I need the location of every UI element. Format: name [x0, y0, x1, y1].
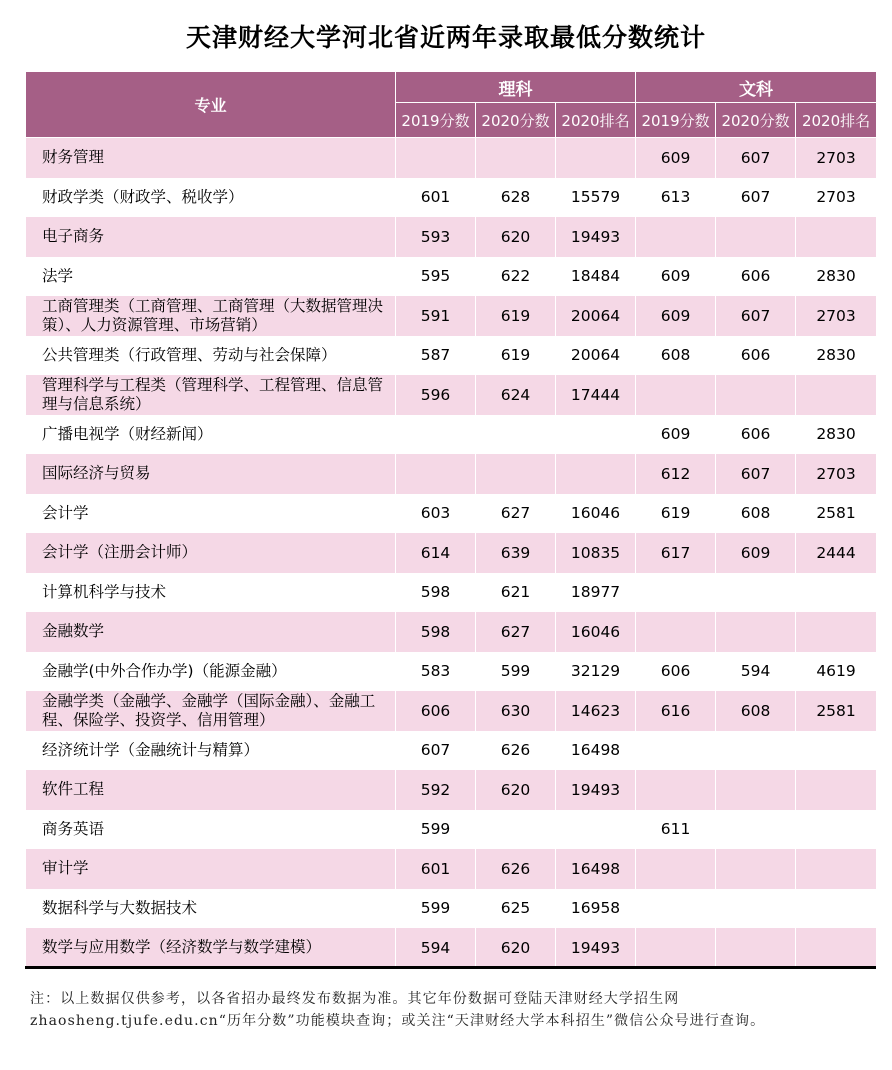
arts-2019-score-cell: [636, 849, 716, 889]
sci-2019-score-cell: 596: [396, 375, 476, 415]
table-row: [26, 889, 877, 929]
header-arts-2020-score: 2020分数: [716, 103, 796, 138]
arts-2020-rank-cell: [796, 810, 877, 850]
arts-2020-score-cell: 606: [716, 336, 796, 376]
major-name-cell: 数据科学与大数据技术: [26, 889, 396, 929]
table-row: [26, 533, 877, 573]
table-row: [26, 375, 877, 415]
arts-2020-rank-cell: [796, 928, 877, 968]
arts-2019-score-cell: 611: [636, 810, 716, 850]
arts-2020-rank-cell: 2581: [796, 691, 877, 731]
arts-2020-rank-cell: [796, 731, 877, 771]
arts-2020-score-cell: [716, 612, 796, 652]
table-row: [26, 770, 877, 810]
sci-2020-score-cell: 620: [476, 770, 556, 810]
arts-2020-score-cell: 606: [716, 415, 796, 455]
arts-2020-score-cell: [716, 928, 796, 968]
major-name-cell: 数学与应用数学（经济数学与数学建模）: [26, 928, 396, 968]
sci-2020-score-cell: 620: [476, 928, 556, 968]
sci-2019-score-cell: [396, 415, 476, 455]
sci-2020-rank-cell: 32129: [556, 652, 636, 692]
sci-2019-score-cell: 614: [396, 533, 476, 573]
arts-2020-score-cell: 606: [716, 257, 796, 297]
table-row: [26, 573, 877, 613]
score-table: [25, 71, 877, 968]
arts-2020-rank-cell: 2830: [796, 415, 877, 455]
header-major: 专业: [26, 72, 396, 138]
page-title: 天津财经大学河北省近两年录取最低分数统计: [185, 23, 706, 52]
sci-2020-rank-cell: [556, 454, 636, 494]
arts-2020-score-cell: 608: [716, 494, 796, 534]
sci-2020-rank-cell: 16498: [556, 731, 636, 771]
sci-2019-score-cell: 583: [396, 652, 476, 692]
major-name-cell: 金融学(中外合作办学)（能源金融）: [26, 652, 396, 692]
sci-2020-rank-cell: 16958: [556, 889, 636, 929]
header-sci-2020-score: 2020分数: [476, 103, 556, 138]
arts-2020-rank-cell: [796, 849, 877, 889]
major-name-cell: 国际经济与贸易: [26, 454, 396, 494]
major-name-cell: 财政学类（财政学、税收学）: [26, 178, 396, 218]
sci-2019-score-cell: 601: [396, 849, 476, 889]
arts-2019-score-cell: 612: [636, 454, 716, 494]
table-row: [26, 652, 877, 692]
arts-2020-rank-cell: 2444: [796, 533, 877, 573]
sci-2019-score-cell: 607: [396, 731, 476, 771]
sci-2020-rank-cell: [556, 415, 636, 455]
table-row: [26, 731, 877, 771]
arts-2020-rank-cell: [796, 889, 877, 929]
arts-2020-rank-cell: [796, 375, 877, 415]
arts-2020-rank-cell: [796, 217, 877, 257]
arts-2020-rank-cell: 2830: [796, 257, 877, 297]
arts-2019-score-cell: 619: [636, 494, 716, 534]
arts-2020-rank-cell: 2703: [796, 296, 877, 336]
sci-2019-score-cell: 598: [396, 612, 476, 652]
arts-2019-score-cell: 609: [636, 138, 716, 178]
arts-2020-score-cell: [716, 217, 796, 257]
major-name-cell: 管理科学与工程类（管理科学、工程管理、信息管理与信息系统）: [26, 375, 396, 415]
table-row: [26, 691, 877, 731]
table-row: [26, 612, 877, 652]
major-name-cell: 金融学类（金融学、金融学（国际金融）、金融工程、保险学、投资学、信用管理）: [26, 691, 396, 731]
sci-2020-rank-cell: 16498: [556, 849, 636, 889]
sci-2019-score-cell: 594: [396, 928, 476, 968]
sci-2019-score-cell: 601: [396, 178, 476, 218]
arts-2019-score-cell: 608: [636, 336, 716, 376]
footnote-line-2: zhaosheng.tjufe.edu.cn“历年分数”功能模块查询；或关注“天津财经大学本科招生”微信公众号进行查询。: [30, 1013, 766, 1029]
arts-2019-score-cell: [636, 889, 716, 929]
major-name-cell: 电子商务: [26, 217, 396, 257]
sci-2020-score-cell: 627: [476, 494, 556, 534]
header-sci-2020-rank: 2020排名: [556, 103, 636, 138]
arts-2020-score-cell: 594: [716, 652, 796, 692]
major-name-cell: 软件工程: [26, 770, 396, 810]
major-name-cell: 会计学（注册会计师）: [26, 533, 396, 573]
sci-2019-score-cell: [396, 454, 476, 494]
table-row: [26, 296, 877, 336]
sci-2019-score-cell: 599: [396, 810, 476, 850]
table-row: [26, 336, 877, 376]
sci-2020-rank-cell: 19493: [556, 928, 636, 968]
major-name-cell: 金融数学: [26, 612, 396, 652]
sci-2019-score-cell: 592: [396, 770, 476, 810]
arts-2019-score-cell: 616: [636, 691, 716, 731]
arts-2019-score-cell: [636, 217, 716, 257]
arts-2019-score-cell: 609: [636, 296, 716, 336]
sci-2020-score-cell: 626: [476, 731, 556, 771]
sci-2020-score-cell: [476, 415, 556, 455]
sci-2020-rank-cell: 10835: [556, 533, 636, 573]
major-name-cell: 工商管理类（工商管理、工商管理（大数据管理决策）、人力资源管理、市场营销）: [26, 296, 396, 336]
arts-2019-score-cell: [636, 612, 716, 652]
sci-2020-rank-cell: 14623: [556, 691, 636, 731]
arts-2020-score-cell: 609: [716, 533, 796, 573]
arts-2020-rank-cell: 4619: [796, 652, 877, 692]
major-name-cell: 经济统计学（金融统计与精算）: [26, 731, 396, 771]
major-name-cell: 财务管理: [26, 138, 396, 178]
arts-2020-score-cell: [716, 849, 796, 889]
sci-2020-score-cell: 622: [476, 257, 556, 297]
major-name-cell: 会计学: [26, 494, 396, 534]
sci-2020-score-cell: 619: [476, 296, 556, 336]
table-row: [26, 494, 877, 534]
arts-2019-score-cell: 606: [636, 652, 716, 692]
major-name-cell: 审计学: [26, 849, 396, 889]
sci-2020-rank-cell: 20064: [556, 336, 636, 376]
sci-2020-score-cell: 627: [476, 612, 556, 652]
sci-2019-score-cell: 595: [396, 257, 476, 297]
header-arts-2020-rank: 2020排名: [796, 103, 877, 138]
sci-2020-rank-cell: 19493: [556, 770, 636, 810]
header-science: 理科: [396, 72, 636, 103]
footnote: [30, 988, 875, 1032]
sci-2020-rank-cell: 20064: [556, 296, 636, 336]
arts-2020-rank-cell: 2703: [796, 138, 877, 178]
sci-2020-rank-cell: [556, 810, 636, 850]
major-name-cell: 广播电视学（财经新闻）: [26, 415, 396, 455]
table-row: [26, 928, 877, 968]
sci-2020-score-cell: 628: [476, 178, 556, 218]
major-name-cell: 公共管理类（行政管理、劳动与社会保障）: [26, 336, 396, 376]
arts-2020-rank-cell: 2581: [796, 494, 877, 534]
arts-2020-score-cell: 607: [716, 454, 796, 494]
major-name-cell: 法学: [26, 257, 396, 297]
major-name-cell: 商务英语: [26, 810, 396, 850]
sci-2020-score-cell: 626: [476, 849, 556, 889]
table-row: [26, 138, 877, 178]
table-row: [26, 257, 877, 297]
sci-2020-rank-cell: 19493: [556, 217, 636, 257]
sci-2020-score-cell: 619: [476, 336, 556, 376]
sci-2020-rank-cell: 17444: [556, 375, 636, 415]
footnote-line-1: 注：以上数据仅供参考，以各省招办最终发布数据为准。其它年份数据可登陆天津财经大学招生网: [30, 991, 680, 1007]
table-row: [26, 415, 877, 455]
arts-2019-score-cell: 613: [636, 178, 716, 218]
table-row: [26, 810, 877, 850]
arts-2020-score-cell: [716, 573, 796, 613]
arts-2020-score-cell: [716, 889, 796, 929]
header-arts-2019-score: 2019分数: [636, 103, 716, 138]
sci-2020-score-cell: [476, 138, 556, 178]
sci-2020-rank-cell: 16046: [556, 612, 636, 652]
arts-2019-score-cell: [636, 770, 716, 810]
major-name-cell: 计算机科学与技术: [26, 573, 396, 613]
arts-2020-score-cell: 607: [716, 178, 796, 218]
arts-2020-rank-cell: 2703: [796, 454, 877, 494]
arts-2019-score-cell: [636, 928, 716, 968]
sci-2019-score-cell: 599: [396, 889, 476, 929]
sci-2019-score-cell: [396, 138, 476, 178]
arts-2020-score-cell: 608: [716, 691, 796, 731]
sci-2020-rank-cell: 18484: [556, 257, 636, 297]
sci-2019-score-cell: 603: [396, 494, 476, 534]
arts-2020-rank-cell: [796, 573, 877, 613]
table-row: [26, 454, 877, 494]
sci-2020-rank-cell: 16046: [556, 494, 636, 534]
sci-2020-score-cell: [476, 454, 556, 494]
sci-2020-score-cell: 639: [476, 533, 556, 573]
sci-2020-score-cell: 620: [476, 217, 556, 257]
arts-2019-score-cell: 617: [636, 533, 716, 573]
sci-2019-score-cell: 598: [396, 573, 476, 613]
arts-2020-score-cell: [716, 770, 796, 810]
sci-2020-rank-cell: 15579: [556, 178, 636, 218]
arts-2019-score-cell: [636, 375, 716, 415]
arts-2020-rank-cell: 2830: [796, 336, 877, 376]
sci-2020-rank-cell: [556, 138, 636, 178]
table-row: [26, 849, 877, 889]
arts-2020-score-cell: [716, 810, 796, 850]
arts-2019-score-cell: 609: [636, 257, 716, 297]
arts-2020-score-cell: [716, 375, 796, 415]
sci-2020-score-cell: 599: [476, 652, 556, 692]
sci-2020-score-cell: 625: [476, 889, 556, 929]
arts-2019-score-cell: 609: [636, 415, 716, 455]
arts-2020-score-cell: [716, 731, 796, 771]
arts-2019-score-cell: [636, 573, 716, 613]
table-row: [26, 217, 877, 257]
arts-2020-rank-cell: [796, 612, 877, 652]
sci-2020-score-cell: 621: [476, 573, 556, 613]
sci-2020-score-cell: [476, 810, 556, 850]
arts-2020-score-cell: 607: [716, 138, 796, 178]
arts-2020-score-cell: 607: [716, 296, 796, 336]
sci-2019-score-cell: 587: [396, 336, 476, 376]
sci-2019-score-cell: 593: [396, 217, 476, 257]
sci-2020-score-cell: 630: [476, 691, 556, 731]
table-row: [26, 178, 877, 218]
header-arts: 文科: [636, 72, 877, 103]
arts-2019-score-cell: [636, 731, 716, 771]
sci-2019-score-cell: 591: [396, 296, 476, 336]
arts-2020-rank-cell: [796, 770, 877, 810]
table-bottom-rule: [25, 966, 876, 969]
sci-2020-rank-cell: 18977: [556, 573, 636, 613]
sci-2020-score-cell: 624: [476, 375, 556, 415]
sci-2019-score-cell: 606: [396, 691, 476, 731]
arts-2020-rank-cell: 2703: [796, 178, 877, 218]
header-sci-2019-score: 2019分数: [396, 103, 476, 138]
